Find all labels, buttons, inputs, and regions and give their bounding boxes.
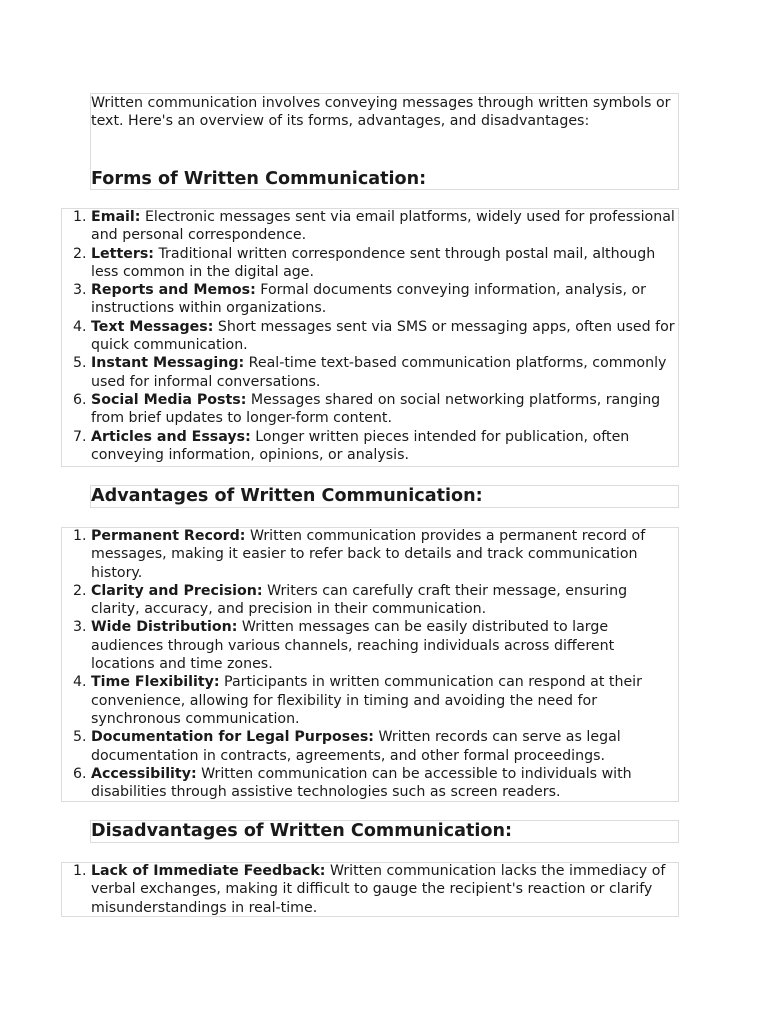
list-item [91, 618, 678, 673]
disadvantages-heading: Disadvantages of Written Communication: [91, 821, 513, 841]
disadvantages-list [61, 862, 678, 917]
list-item-text: Real-time text-based communication platforms, commonly used for informal conversations. [91, 355, 667, 390]
list-item [91, 862, 678, 917]
list-item [91, 428, 678, 465]
list-item-text: Written communication lacks the immediacy of verbal exchanges, making it difficult to gauge the recipient's reaction or clarify misunderstandings in real-time. [91, 863, 666, 916]
list-item-term: Letters: [91, 245, 154, 262]
list-item-text: Written records can serve as legal documentation in contracts, agreements, and other formal proceedings. [91, 729, 621, 764]
list-item-text: Electronic messages sent via email platforms, widely used for professional and personal correspondence. [91, 209, 675, 244]
list-item-term: Time Flexibility: [91, 674, 220, 691]
list-item [91, 354, 678, 391]
list-item-term: Lack of Immediate Feedback: [91, 863, 326, 879]
forms-list [61, 208, 678, 464]
list-item [91, 281, 678, 318]
list-item-term: Clarity and Precision: [91, 582, 263, 599]
forms-heading: Forms of Written Communication: [91, 169, 427, 189]
list-item-text: Participants in written communication can respond at their convenience, allowing for flexibility in timing and avoiding the need for synchronous communication. [91, 674, 642, 727]
list-item-term: Instant Messaging: [91, 355, 245, 372]
list-item-term: Reports and Memos: [91, 282, 256, 299]
list-item [91, 765, 678, 802]
list-item-text: Traditional written correspondence sent through postal mail, although less common in the digital age. [91, 245, 656, 280]
list-item-term: Articles and Essays: [91, 428, 251, 445]
list-item [91, 245, 678, 282]
list-item-text: Written messages can be easily distributed to large audiences through various channels, reaching individuals across different locations and time zones. [91, 619, 615, 673]
advantages-list [61, 527, 678, 801]
list-item [91, 318, 678, 355]
list-item-term: Text Messages: [91, 318, 214, 335]
list-item-text: Written communication can be accessible to individuals with disabilities through assistive technologies such as screen readers. [91, 765, 632, 801]
list-item-term: Wide Distribution: [91, 619, 238, 636]
list-item-text: Short messages sent via SMS or messaging apps, often used for quick communication. [91, 318, 675, 354]
list-item-term: Documentation for Legal Purposes: [91, 729, 374, 746]
list-item-term: Social Media Posts: [91, 391, 247, 408]
list-item-term: Permanent Record: [91, 528, 246, 544]
list-item-text: Formal documents conveying information, analysis, or instructions within organizations. [91, 282, 646, 317]
list-item [91, 391, 678, 428]
intro-paragraph: Written communication involves conveying messages through written symbols or text. Here's an overview of its forms, advantages, and disadvantages: [91, 95, 671, 130]
list-item [91, 582, 678, 619]
list-item [91, 527, 678, 582]
list-item-text: Writers can carefully craft their message, ensuring clarity, accuracy, and precision in their communication. [91, 582, 628, 618]
list-item-text: Longer written pieces intended for publication, often conveying information, opinions, or analysis. [91, 428, 630, 463]
list-item [91, 208, 678, 245]
advantages-heading: Advantages of Written Communication: [91, 486, 483, 506]
list-item [91, 728, 678, 765]
list-item [91, 673, 678, 728]
list-item-text: Written communication provides a permanent record of messages, making it easier to refer back to details and track communication history. [91, 528, 646, 581]
list-item-term: Email: [91, 209, 141, 225]
list-item-term: Accessibility: [91, 765, 197, 782]
list-item-text: Messages shared on social networking platforms, ranging from brief updates to longer-form content. [91, 391, 661, 427]
